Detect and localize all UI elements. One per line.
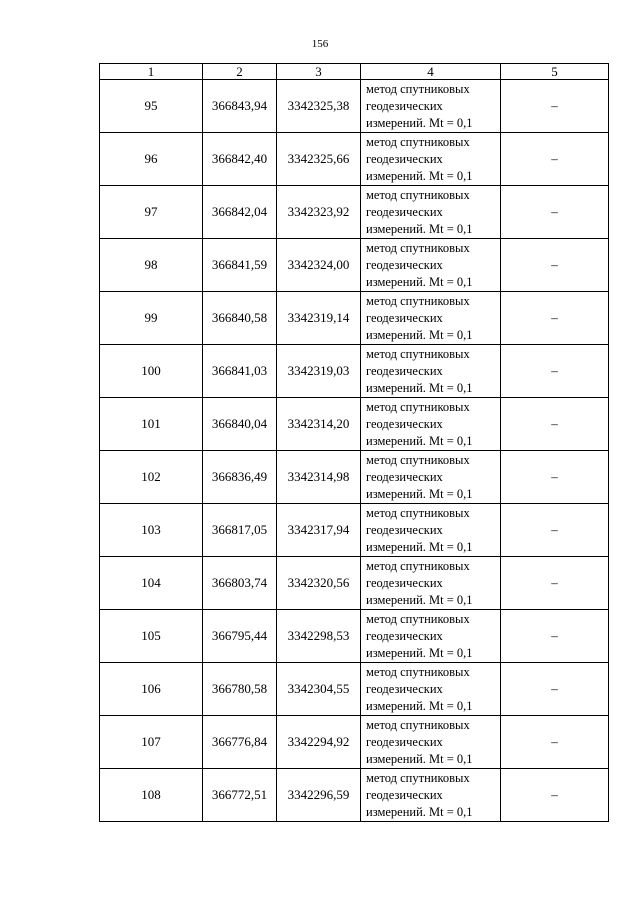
x-coordinate-cell: 366841,59 [203,239,277,292]
table-row [100,398,609,451]
column-header-4: 4 [361,64,501,80]
method-line: метод спутниковых [366,134,470,149]
method-line: метод спутниковых [366,611,470,626]
method-line: измерений. Mt = 0,1 [366,380,473,395]
method-line: измерений. Mt = 0,1 [366,115,473,130]
x-coordinate-cell: 366836,49 [203,451,277,504]
point-number-cell: 101 [100,398,203,451]
x-coordinate-cell: 366840,04 [203,398,277,451]
method-line: измерений. Mt = 0,1 [366,645,473,660]
note-cell: – [501,451,609,504]
method-line: метод спутниковых [366,770,470,785]
table-row [100,716,609,769]
method-line: метод спутниковых [366,558,470,573]
y-coordinate-cell: 3342325,66 [277,133,361,186]
note-cell: – [501,398,609,451]
x-coordinate-cell: 366772,51 [203,769,277,822]
method-cell [361,504,501,557]
column-header-3: 3 [277,64,361,80]
method-line: измерений. Mt = 0,1 [366,168,473,183]
method-line: метод спутниковых [366,240,470,255]
point-number-cell: 99 [100,292,203,345]
method-line: геодезических [366,204,443,219]
point-number-cell: 96 [100,133,203,186]
x-coordinate-cell: 366803,74 [203,557,277,610]
method-line: измерений. Mt = 0,1 [366,592,473,607]
method-line: метод спутниковых [366,81,470,96]
note-cell: – [501,610,609,663]
x-coordinate-cell: 366841,03 [203,345,277,398]
method-line: геодезических [366,257,443,272]
page-number: 156 [311,38,329,50]
table-row [100,133,609,186]
point-number-cell: 100 [100,345,203,398]
method-line: геодезических [366,151,443,166]
y-coordinate-cell: 3342314,20 [277,398,361,451]
method-line: метод спутниковых [366,293,470,308]
method-line: метод спутниковых [366,187,470,202]
method-line: измерений. Mt = 0,1 [366,698,473,713]
x-coordinate-cell: 366817,05 [203,504,277,557]
point-number-cell: 107 [100,716,203,769]
point-number-cell: 108 [100,769,203,822]
x-coordinate-cell: 366795,44 [203,610,277,663]
method-cell [361,398,501,451]
table-header-row [100,64,609,80]
method-line: измерений. Mt = 0,1 [366,274,473,289]
column-header-5: 5 [501,64,609,80]
table-body [100,80,609,822]
point-number-cell: 105 [100,610,203,663]
table-row [100,663,609,716]
method-line: измерений. Mt = 0,1 [366,327,473,342]
x-coordinate-cell: 366842,04 [203,186,277,239]
table-row [100,186,609,239]
point-number-cell: 95 [100,80,203,133]
x-coordinate-cell: 366840,58 [203,292,277,345]
method-line: метод спутниковых [366,664,470,679]
y-coordinate-cell: 3342296,59 [277,769,361,822]
note-cell: – [501,345,609,398]
note-cell: – [501,186,609,239]
table-row [100,557,609,610]
method-line: измерений. Mt = 0,1 [366,221,473,236]
method-line: измерений. Mt = 0,1 [366,486,473,501]
method-cell [361,716,501,769]
column-header-2: 2 [203,64,277,80]
method-cell [361,663,501,716]
table-row [100,345,609,398]
method-line: геодезических [366,522,443,537]
table-row [100,292,609,345]
y-coordinate-cell: 3342323,92 [277,186,361,239]
note-cell: – [501,663,609,716]
method-cell [361,239,501,292]
note-cell: – [501,292,609,345]
method-line: геодезических [366,787,443,802]
y-coordinate-cell: 3342320,56 [277,557,361,610]
point-number-cell: 98 [100,239,203,292]
method-cell [361,345,501,398]
method-line: геодезических [366,310,443,325]
point-number-cell: 103 [100,504,203,557]
y-coordinate-cell: 3342298,53 [277,610,361,663]
method-line: метод спутниковых [366,452,470,467]
point-number-cell: 104 [100,557,203,610]
y-coordinate-cell: 3342304,55 [277,663,361,716]
y-coordinate-cell: 3342314,98 [277,451,361,504]
method-line: измерений. Mt = 0,1 [366,804,473,819]
table-row [100,769,609,822]
method-line: геодезических [366,575,443,590]
method-cell [361,557,501,610]
note-cell: – [501,133,609,186]
x-coordinate-cell: 366780,58 [203,663,277,716]
table-row [100,80,609,133]
x-coordinate-cell: 366776,84 [203,716,277,769]
method-line: геодезических [366,469,443,484]
point-number-cell: 106 [100,663,203,716]
table-row [100,610,609,663]
method-line: метод спутниковых [366,717,470,732]
x-coordinate-cell: 366842,40 [203,133,277,186]
note-cell: – [501,239,609,292]
y-coordinate-cell: 3342319,03 [277,345,361,398]
method-cell [361,610,501,663]
point-number-cell: 97 [100,186,203,239]
y-coordinate-cell: 3342319,14 [277,292,361,345]
method-line: измерений. Mt = 0,1 [366,433,473,448]
method-line: геодезических [366,416,443,431]
method-line: измерений. Mt = 0,1 [366,751,473,766]
note-cell: – [501,504,609,557]
method-cell [361,451,501,504]
method-line: метод спутниковых [366,346,470,361]
note-cell: – [501,80,609,133]
table-row [100,239,609,292]
y-coordinate-cell: 3342294,92 [277,716,361,769]
method-cell [361,292,501,345]
method-line: метод спутниковых [366,399,470,414]
y-coordinate-cell: 3342317,94 [277,504,361,557]
method-line: геодезических [366,681,443,696]
table-row [100,451,609,504]
method-line: метод спутниковых [366,505,470,520]
table-row [100,504,609,557]
method-line: измерений. Mt = 0,1 [366,539,473,554]
method-cell [361,80,501,133]
x-coordinate-cell: 366843,94 [203,80,277,133]
method-line: геодезических [366,734,443,749]
method-line: геодезических [366,363,443,378]
method-line: геодезических [366,98,443,113]
column-header-1: 1 [100,64,203,80]
note-cell: – [501,769,609,822]
note-cell: – [501,557,609,610]
method-cell [361,133,501,186]
note-cell: – [501,716,609,769]
coordinates-table [99,63,609,822]
method-cell [361,186,501,239]
y-coordinate-cell: 3342325,38 [277,80,361,133]
method-line: геодезических [366,628,443,643]
method-cell [361,769,501,822]
point-number-cell: 102 [100,451,203,504]
y-coordinate-cell: 3342324,00 [277,239,361,292]
